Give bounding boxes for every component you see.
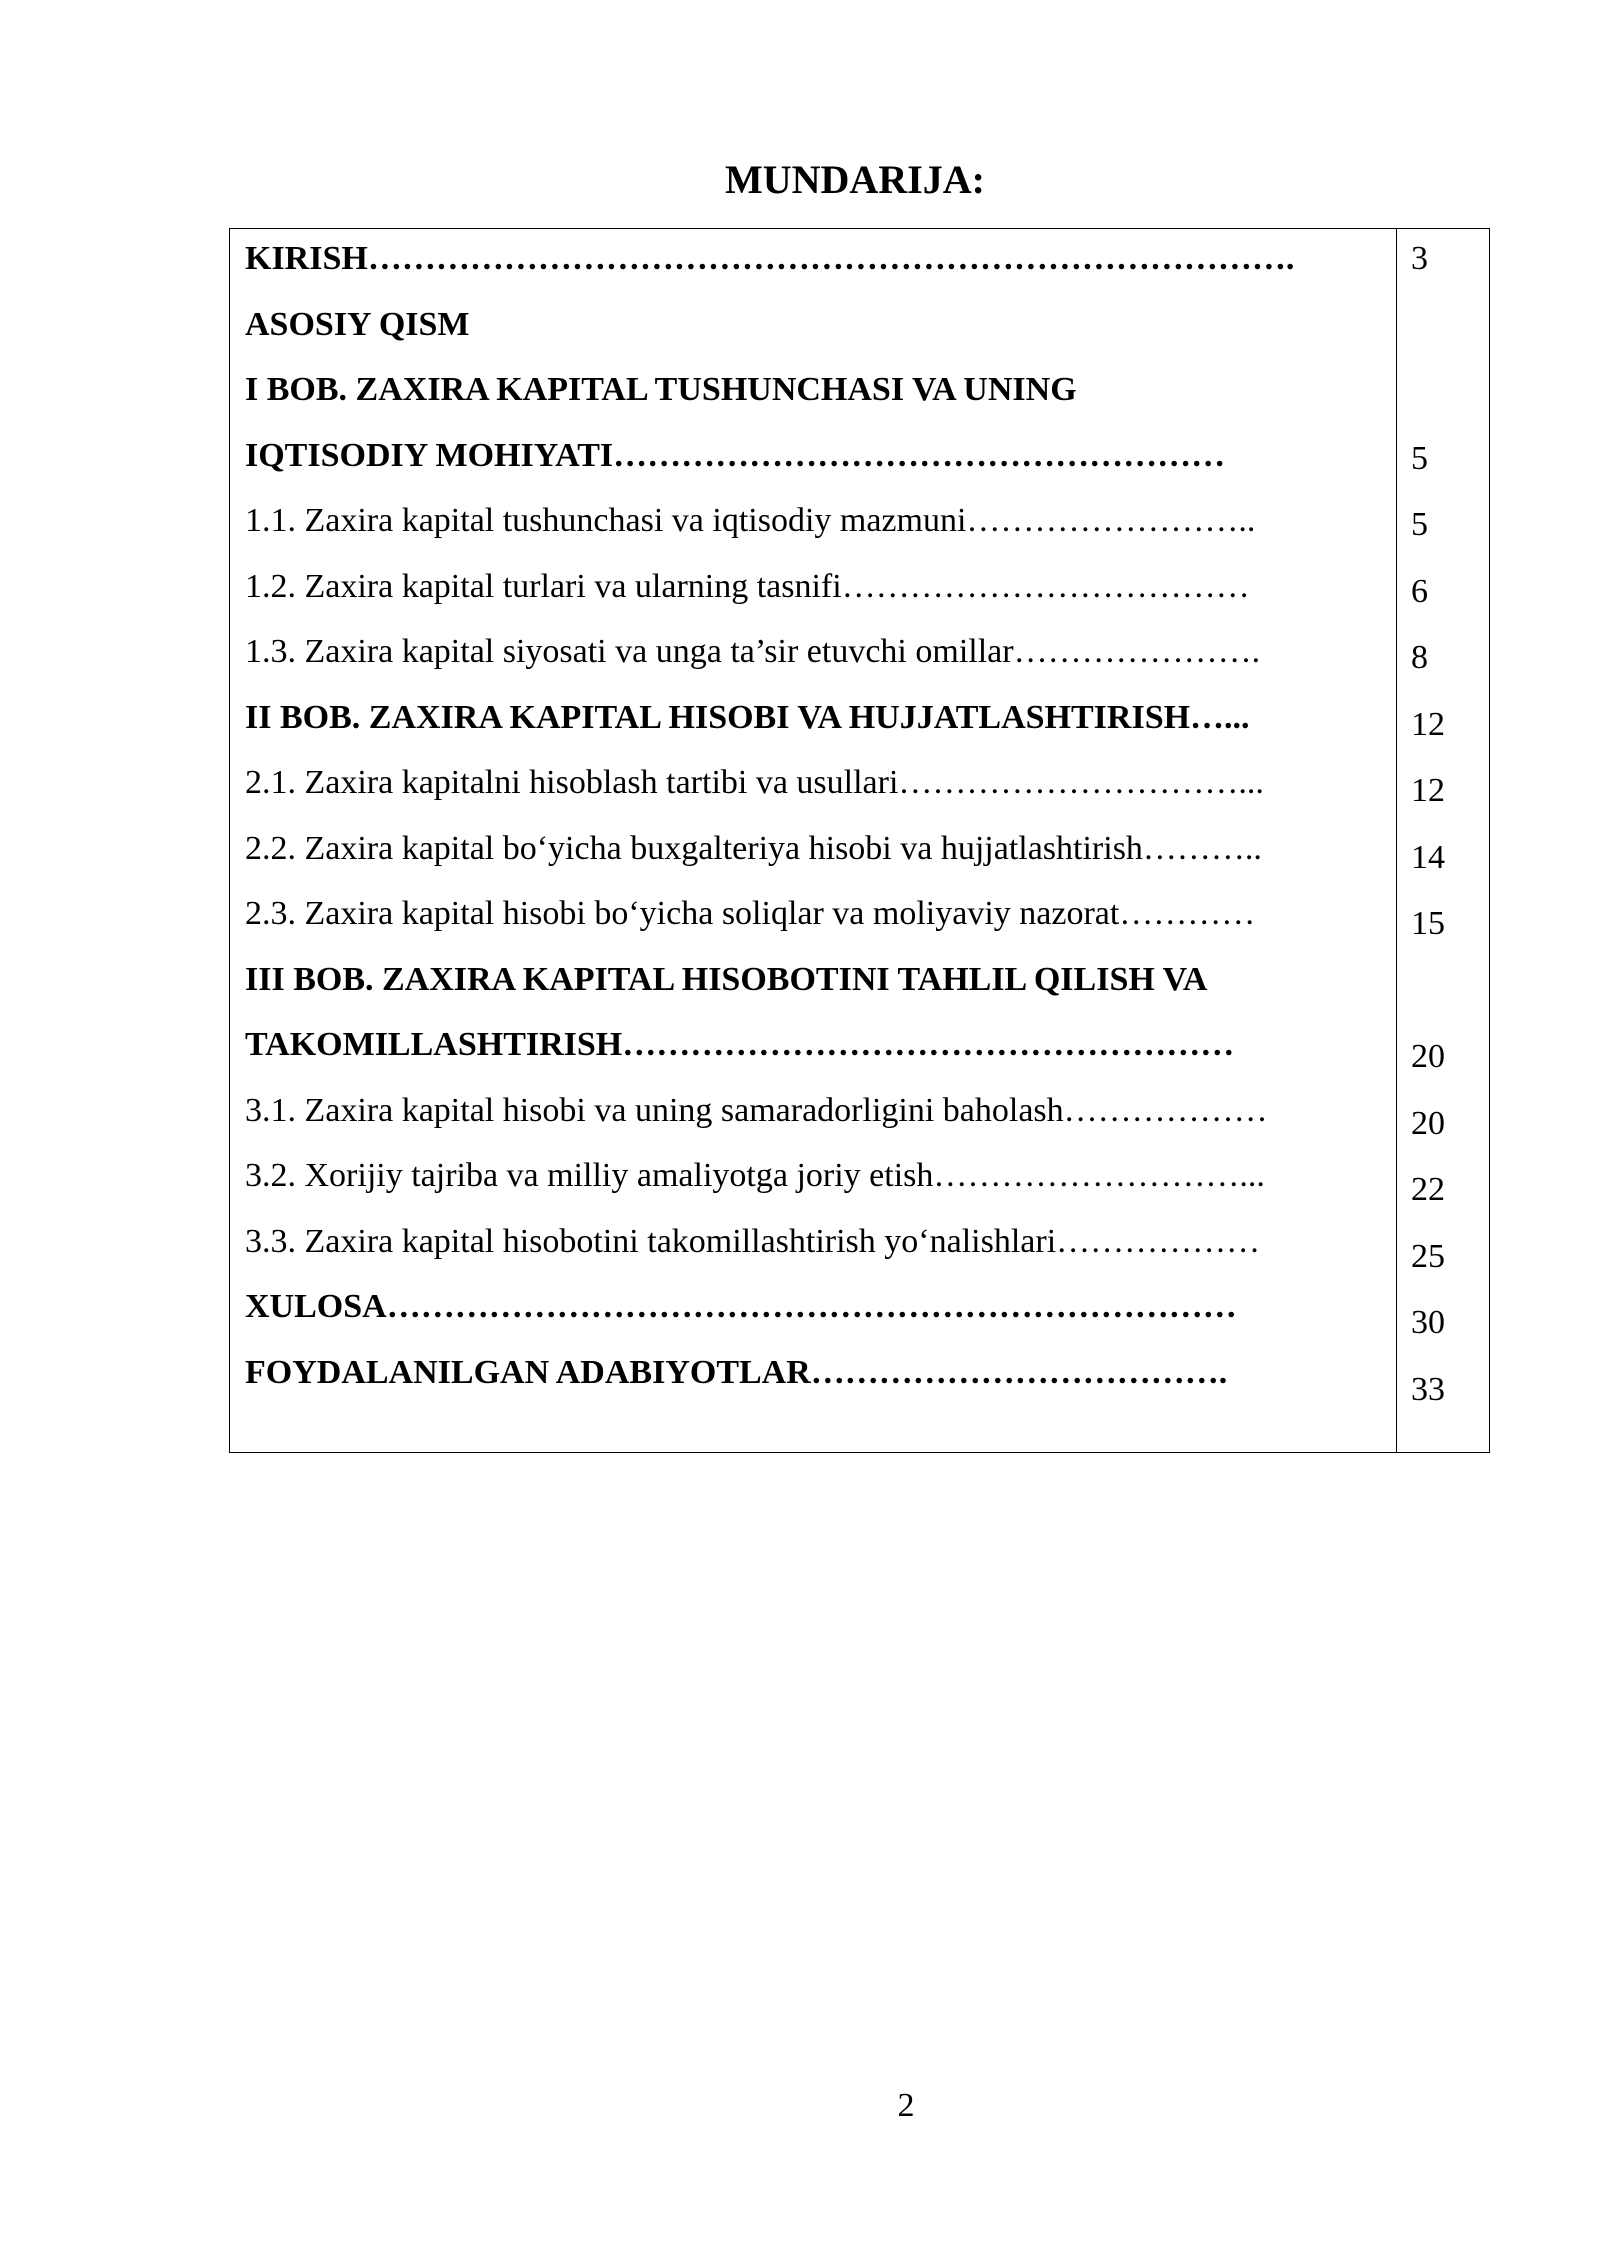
page-title: MUNDARIJA: (725, 157, 985, 202)
toc-entry-section-1-2: 1.2. Zaxira kapital turlari va ularning tasnifi……………………………… (245, 567, 1250, 605)
toc-page-section-2-1: 12 (1411, 772, 1445, 809)
toc-entry-section-3-1: 3.1. Zaxira kapital hisobi va uning samaradorligini baholash……………… (245, 1091, 1268, 1129)
toc-entry-section-1-1: 1.1. Zaxira kapital tushunchasi va iqtisodiy mazmuni…………………….. (245, 502, 1256, 539)
toc-entry-chapter-3-line-2: TAKOMILLASHTIRISH……………………………………………… (245, 1026, 1235, 1063)
toc-page-chapter-2: 12 (1411, 705, 1445, 743)
toc-entry-xulosa: XULOSA………………………………………………………………… (245, 1288, 1237, 1325)
table-of-contents (229, 228, 1490, 1453)
toc-page-asosiy-qism (1411, 302, 1489, 369)
toc-table-row (230, 229, 1490, 1453)
toc-page-section-3-3: 25 (1411, 1237, 1445, 1275)
toc-page-chapter-3: 20 (1411, 1038, 1445, 1075)
toc-page-section-1-2: 6 (1411, 572, 1428, 610)
toc-page-section-3-2: 22 (1411, 1171, 1445, 1208)
toc-page-kirish: 3 (1411, 240, 1428, 277)
toc-entry-section-2-3: 2.3. Zaxira kapital hisobi bo‘yicha soliqlar va moliyaviy nazorat………… (245, 895, 1256, 932)
toc-entry-section-2-2: 2.2. Zaxira kapital bo‘yicha buxgalteriya hisobi va hujjatlashtirish……….. (245, 829, 1262, 867)
toc-entry-section-3-2: 3.2. Xorijiy tajriba va milliy amaliyotga joriy etish………………………... (245, 1157, 1265, 1194)
toc-entry-section-1-3: 1.3. Zaxira kapital siyosati va unga ta’sir etuvchi omillar…………………. (245, 633, 1261, 670)
toc-entry-section-2-1: 2.1. Zaxira kapitalni hisoblash tartibi va usullari…………………………... (245, 764, 1264, 801)
toc-entry-kirish: KIRISH………………………………………………………………………. (245, 240, 1295, 277)
toc-pages-column (1397, 229, 1490, 1453)
toc-page-section-1-1: 5 (1411, 506, 1428, 543)
toc-entry-chapter-3-line-1: III BOB. ZAXIRA KAPITAL HISOBOTINI TAHLIL QILISH VA (245, 960, 1208, 998)
toc-page-section-2-2: 14 (1411, 838, 1445, 876)
toc-page-section-3-1: 20 (1411, 1104, 1445, 1142)
toc-page-chapter-1-line-1 (1411, 368, 1489, 435)
toc-entry-chapter-1-line-1: I BOB. ZAXIRA KAPITAL TUSHUNCHASI VA UNING (245, 371, 1077, 408)
toc-page-section-2-3: 15 (1411, 905, 1445, 942)
toc-page-chapter-1: 5 (1411, 439, 1428, 477)
toc-page-adabiyotlar: 33 (1411, 1370, 1445, 1408)
toc-entry-section-3-3: 3.3. Zaxira kapital hisobotini takomillashtirish yo‘nalishlari……………… (245, 1222, 1261, 1260)
toc-entry-asosiy-qism: ASOSIY QISM (245, 305, 470, 343)
toc-entry-adabiyotlar: FOYDALANILGAN ADABIYOTLAR………………………………. (245, 1353, 1228, 1391)
toc-page-chapter-3-line-1 (1411, 967, 1489, 1034)
toc-page-section-1-3: 8 (1411, 639, 1428, 676)
toc-entry-chapter-2: II BOB. ZAXIRA KAPITAL HISOBI VA HUJJATLASHTIRISH…... (245, 698, 1250, 736)
page-number: 2 (897, 2087, 915, 2124)
toc-entries-column (230, 229, 1397, 1453)
toc-page-xulosa: 30 (1411, 1304, 1445, 1341)
toc-entry-chapter-1-line-2: IQTISODIY MOHIYATI……………………………………………… (245, 436, 1226, 474)
